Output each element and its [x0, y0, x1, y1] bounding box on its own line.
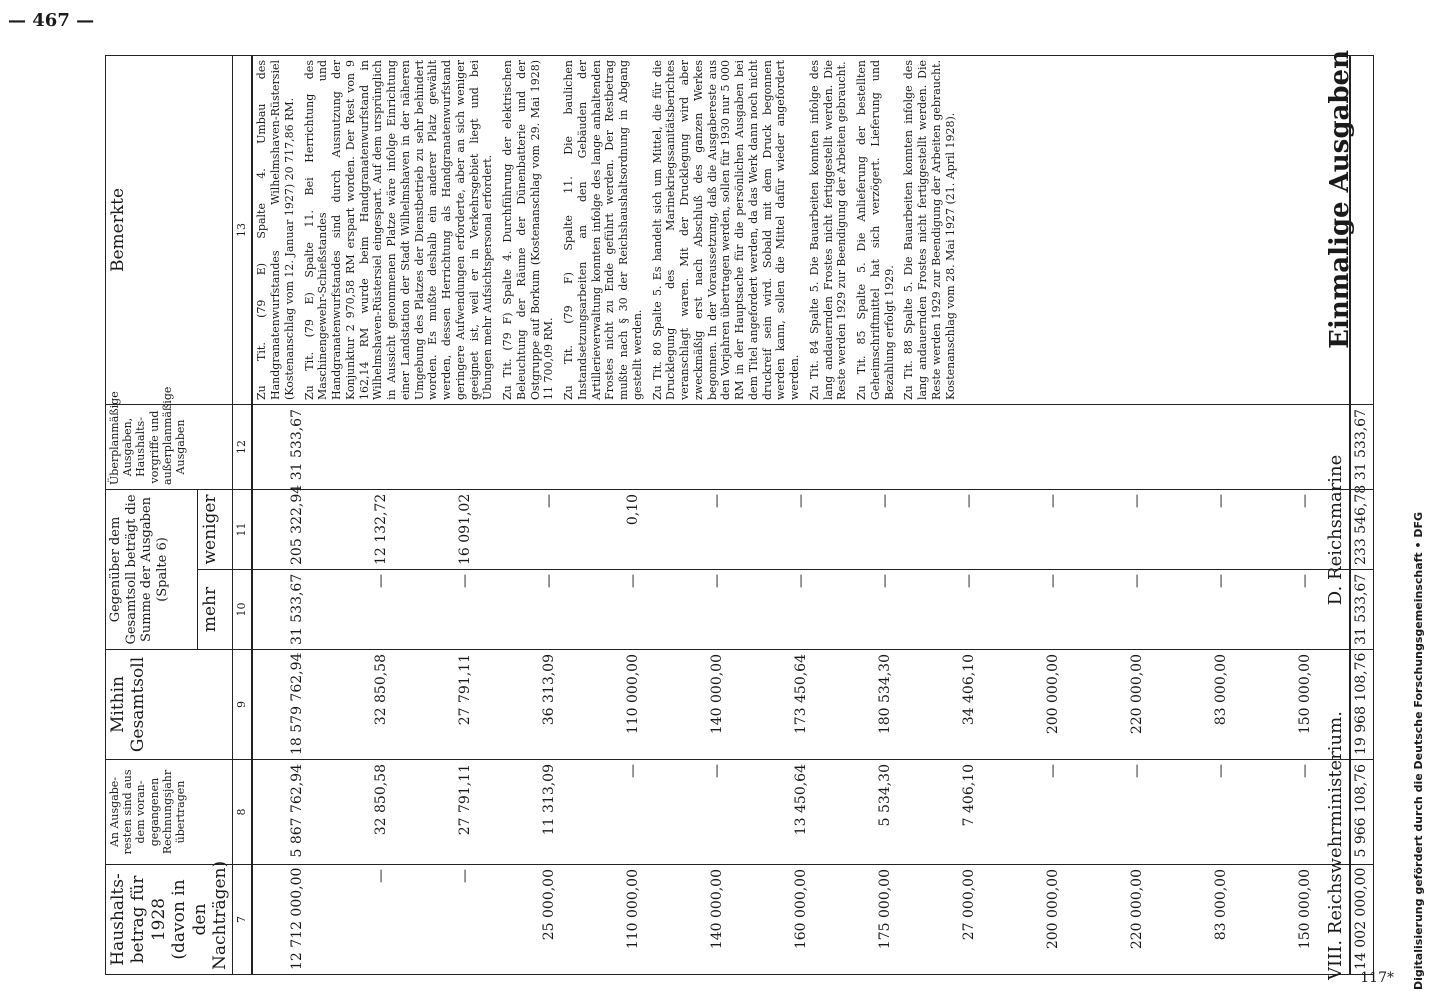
cell-value: 83 000,00: [1213, 654, 1230, 726]
cell-value: 110 000,00: [625, 869, 642, 950]
page-title: Einmalige Ausgaben: [1325, 50, 1355, 349]
cell-value: 34 406,10: [961, 654, 978, 726]
cell-value: 12 132,72: [373, 493, 390, 565]
total-cell: 31 533,67: [1350, 404, 1374, 489]
cell-value: 27 791,11: [457, 764, 474, 836]
cell-value: —: [1213, 764, 1230, 778]
cell-value: 150 000,00: [1297, 654, 1314, 735]
cell-value: 27 791,11: [457, 654, 474, 726]
cell-value: —: [373, 574, 390, 588]
cell-value: 83 000,00: [1213, 869, 1230, 941]
col12-cell: [252, 404, 1350, 489]
budget-table-wrapper: [105, 55, 1370, 975]
colnum: 11: [233, 489, 253, 569]
col8-header: An Ausgabe-resten sind aus dem voran-gegangenen Rechnungsjahr übertragen: [106, 760, 233, 865]
col11-cell: [252, 484, 1350, 569]
total-cell: 14 002 000,00: [1350, 865, 1374, 975]
cell-value: —: [1129, 574, 1146, 588]
remark: Zu Tit. (79 E) Spalte 4. Umbau des Handgranatenwurfstandes Wilhelmshaven-Rüstersiel (Kostenanschlag vom 12. Januar 1927) 20 717,86 RM.: [255, 60, 296, 400]
colnum: 8: [233, 760, 253, 865]
col10-cell: [252, 570, 1350, 650]
cell-value: —: [1129, 493, 1146, 508]
colnum: 10: [233, 570, 253, 650]
cell-value: —: [625, 574, 642, 588]
colnum: 12: [233, 404, 253, 489]
dfg-credit: [1412, 10, 1430, 990]
column-numbers-row: [233, 56, 253, 975]
cell-value: 31 533,67: [289, 408, 306, 481]
table-body-row: [252, 56, 1350, 975]
total-cell: 19 968 108,76: [1350, 650, 1374, 760]
cell-value: 173 450,64: [793, 654, 810, 735]
cell-value: 140 000,00: [709, 869, 726, 950]
cell-value: 5 867 762,94: [289, 764, 306, 858]
cell-value: 0,10: [625, 493, 642, 526]
cell-value: —: [1045, 764, 1062, 778]
cell-value: —: [877, 493, 894, 508]
cell-value: —: [1129, 764, 1146, 778]
rotated-page: [40, 0, 1370, 1000]
page-ref: 117*: [1360, 970, 1394, 986]
colnum: 7: [233, 865, 253, 975]
totals-row: [1350, 56, 1374, 975]
ministry-name: VIII. Reichswehrministerium.: [1325, 711, 1346, 980]
cell-value: —: [1297, 764, 1314, 778]
col7-header: Haushalts-betrag für 1928 (davon in den Nachträgen): [106, 865, 233, 975]
cell-value: 36 313,09: [541, 654, 558, 726]
col10-11-group-header: Gegenüber dem Gesamtsoll beträgt die Summe der Ausgaben (Spalte 6): [106, 489, 198, 649]
remarks-cell: [252, 56, 1350, 405]
cell-value: 110 000,00: [625, 654, 642, 735]
cell-value: 150 000,00: [1297, 869, 1314, 950]
cell-value: —: [709, 764, 726, 778]
cell-value: —: [625, 764, 642, 778]
cell-value: 32 850,58: [373, 654, 390, 726]
cell-value: 220 000,00: [1129, 654, 1146, 735]
colnum: 13: [233, 56, 253, 405]
cell-value: —: [541, 493, 558, 508]
cell-value: 220 000,00: [1129, 869, 1146, 950]
page-number: — 467 —: [8, 10, 95, 31]
remark: Zu Tit. 84 Spalte 5. Die Bauarbeiten konnten infolge des lang andauernden Frostes nicht fertiggestellt werden. Die Reste werden 1929 zur Beendigung der Arbeiten gebraucht.: [807, 60, 849, 400]
cell-value: —: [1045, 574, 1062, 588]
cell-value: —: [709, 493, 726, 508]
cell-value: —: [1297, 493, 1314, 508]
col12-header: Überplanmäßige Ausgaben, Haushalts-vorgriffe und außerplanmäßige Ausgaben: [106, 404, 233, 489]
remark: Zu Tit. (79 F) Spalte 11. Die baulichen Instandsetzungsarbeiten an den Gebäuden der Artillerieverwaltung konnten infolge des lange anhaltenden Frostes nicht zu Ende geführt werden. Der Restbetrag mußte nach § 30 der Reichshaushaltsordnung in Abgang gestellt werden.: [562, 60, 644, 400]
cell-value: 200 000,00: [1045, 654, 1062, 735]
cell-value: 5 534,30: [877, 764, 894, 827]
cell-value: —: [1213, 574, 1230, 588]
cell-value: —: [877, 574, 894, 588]
cell-value: 160 000,00: [793, 869, 810, 950]
remark: Zu Tit. 80 Spalte 5. Es handelt sich um Mittel, die für die Drucklegung des Marinekriegssanitätsberichtes veranschlagt waren. Mit der Drucklegung wird aber zweckmäßig erst nach Abschluß des ganzen Werkes begonnen. In der Voraussetzung, daß die Ausgabereste aus den Vorjahren übertragen werden, sollen für 1930 nur 5 000 RM in der Hauptsache für die persönlichen Ausgaben bei dem Titel angefordert werden, da das Werk dann noch nicht druckreif sein wird. Sobald mit dem Druck begonnen werden kann, sollen die Mittel dafür wieder angefordert werden.: [650, 60, 802, 400]
remark: Zu Tit. (79 F) Spalte 4. Durchführung der elektrischen Beleuchtung der Räume der Dünenbatterie und der Ostgruppe auf Borkum (Kostenanschlag vom 29. Mai 1928) 11 700,09 RM.: [501, 60, 556, 400]
colnum: 9: [233, 650, 253, 760]
col7-cell: [252, 865, 1350, 975]
budget-table: [105, 55, 1374, 975]
total-cell: 233 546,78: [1350, 489, 1374, 569]
cell-value: —: [457, 574, 474, 588]
col11-header: weniger: [198, 489, 233, 569]
cell-value: 18 579 762,94: [289, 652, 306, 755]
cell-value: 11 313,09: [541, 764, 558, 836]
col9-header: Mithin Gesamtsoll: [106, 650, 233, 760]
cell-value: 16 091,02: [457, 493, 474, 565]
total-cell: 5 966 108,76: [1350, 760, 1374, 865]
cell-value: 175 000,00: [877, 869, 894, 950]
cell-value: —: [1297, 574, 1314, 588]
cell-value: 180 534,30: [877, 654, 894, 735]
total-cell: 31 533,67: [1350, 570, 1374, 650]
cell-value: —: [793, 574, 810, 588]
total-cell-empty: [1350, 56, 1374, 405]
col13-header: Bemerkte: [106, 56, 233, 405]
col9-cell: [252, 650, 1350, 760]
cell-value: 140 000,00: [709, 654, 726, 735]
cell-value: —: [457, 869, 474, 883]
cell-value: 205 322,94: [289, 484, 306, 565]
col8-cell: [252, 760, 1350, 865]
cell-value: 31 533,67: [289, 573, 306, 645]
remark: Zu Tit. 88 Spalte 5. Die Bauarbeiten konnten infolge des lang andauernden Frostes nicht fertiggestellt werden. Die Reste werden 1929 zur Beendigung der Arbeiten gebraucht. Kostenanschlag vom 28. Mai 1927 (21. April 1928).: [902, 60, 957, 400]
cell-value: —: [1213, 493, 1230, 508]
cell-value: 25 000,00: [541, 869, 558, 941]
section-name: D. Reichsmarine: [1325, 454, 1346, 606]
cell-value: —: [373, 869, 390, 883]
remark: Zu Tit. (79 E) Spalte 11. Bei Herrichtung des Maschinengewehr-Schießstandes und Handgranatenwurfstandes sind durch Ausnutzung der Konjunktur 2 970,58 RM erspart worden. Der Rest von 9 162,14 RM wurde beim Handgranatenwurfstand in Wilhelmshaven-Rüstersiel eingespart. Auf dem ursprünglich in Aussicht genommenen Platze wäre infolge Einrichtung einer Landstation der Stadt Wilhelmshaven in der näheren Umgebung des Platzes der Dienstbetrieb zu sehr behindert worden. Es mußte deshalb ein anderer Platz gewählt werden, dessen Herrichtung als Handgranatenwurfstand geringere Aufwendungen erforderte, aber an sich weniger geeignet ist, weil er in Verkehrsgebiet liegt und bei Übungen mehr Aufsichtspersonal erfordert.: [302, 60, 495, 400]
col10-header: mehr: [198, 570, 233, 650]
credit-text: Digitalisierung gefördert durch die Deutsche Forschungsgemeinschaft • DFG: [1412, 511, 1425, 990]
cell-value: 13 450,64: [793, 764, 810, 836]
cell-value: 12 712 000,00: [289, 867, 306, 970]
cell-value: 32 850,58: [373, 764, 390, 836]
remark: Zu Tit. 85 Spalte 5. Die Anlieferung der bestellten Geheimschriftmittel hat sich verzögert. Lieferung und Bezahlung erfolgt 1929.: [855, 60, 896, 400]
cell-value: 200 000,00: [1045, 869, 1062, 950]
cell-value: 7 406,10: [961, 764, 978, 827]
cell-value: —: [961, 493, 978, 508]
cell-value: 27 000,00: [961, 869, 978, 941]
cell-value: —: [709, 574, 726, 588]
cell-value: —: [541, 574, 558, 588]
cell-value: —: [961, 574, 978, 588]
cell-value: —: [1045, 493, 1062, 508]
cell-value: —: [793, 493, 810, 508]
